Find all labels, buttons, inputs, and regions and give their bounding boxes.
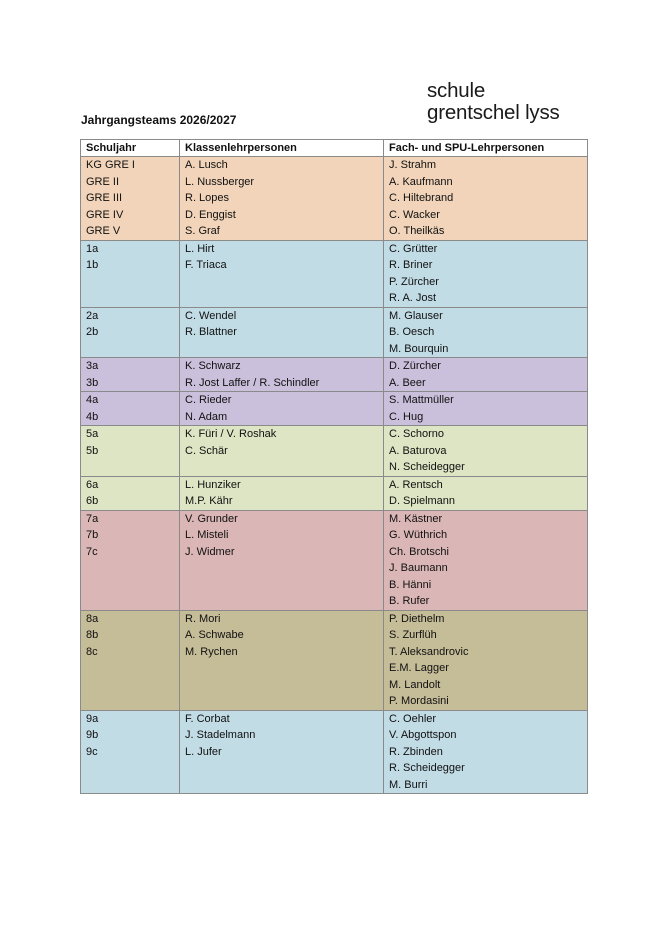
klassenlehrpersonen-cell (180, 426, 384, 477)
cell-entry: G. Wüthrich (389, 529, 448, 541)
cell-entry: N. Scheidegger (389, 461, 465, 473)
klassenlehrpersonen-cell (180, 392, 384, 426)
cell-entry: M. Landolt (389, 678, 441, 691)
cell-entry: K. Schwarz (185, 360, 241, 372)
cell-entry: 8c (86, 645, 98, 658)
cell-entry: A. Beer (389, 376, 426, 389)
cell-entry: J. Stadelmann (185, 729, 256, 741)
cell-entry: 5a (86, 428, 99, 440)
table-row (81, 510, 588, 610)
cell-entry: K. Füri / V. Roshak (185, 428, 277, 440)
cell-entry: A. Baturova (389, 444, 447, 457)
cell-entry: S. Graf (185, 225, 220, 237)
cell-entry: 6b (86, 495, 99, 507)
cell-entry: 3b (86, 376, 99, 389)
table-header-row (81, 140, 588, 157)
cell-entry: 5b (86, 444, 99, 457)
cell-entry: J. Widmer (185, 545, 235, 558)
cell-entry: GRE V (86, 225, 121, 237)
cell-entry: A. Schwabe (185, 629, 244, 641)
cell-entry: M. Glauser (389, 309, 443, 322)
cell-entry: A. Rentsch (389, 478, 443, 491)
table-row (81, 157, 588, 241)
cell-entry: L. Misteli (185, 529, 229, 541)
cell-entry: S. Mattmüller (389, 394, 454, 406)
cell-entry: 9c (86, 745, 98, 758)
fachlehrpersonen-cell (384, 240, 588, 307)
cell-entry: R. Briner (389, 259, 433, 271)
cell-entry: 7b (86, 529, 99, 541)
cell-entry: C. Hug (389, 410, 424, 423)
table-row (81, 610, 588, 710)
fachlehrpersonen-cell (384, 426, 588, 477)
fachlehrpersonen-cell (384, 358, 588, 392)
table-row (81, 710, 588, 794)
teams-table (80, 139, 588, 794)
fachlehrpersonen-cell (384, 710, 588, 794)
logo-line-1: schule (427, 79, 486, 102)
schuljahr-cell (81, 392, 180, 426)
cell-entry: 3a (86, 360, 99, 372)
table-row (81, 426, 588, 477)
schuljahr-cell (81, 476, 180, 510)
cell-entry: J. Strahm (389, 159, 437, 171)
table-row (81, 358, 588, 392)
table-row (81, 392, 588, 426)
klassenlehrpersonen-cell (180, 157, 384, 241)
cell-entry: 1a (86, 242, 99, 255)
cell-entry: C. Wacker (389, 208, 440, 221)
cell-entry: A. Kaufmann (389, 175, 453, 188)
cell-entry: 8b (86, 629, 99, 641)
cell-entry: C. Hiltebrand (389, 192, 454, 204)
cell-entry: 4b (86, 410, 99, 423)
cell-entry: L. Nussberger (185, 175, 255, 188)
cell-entry: J. Baumann (389, 562, 448, 574)
fachlehrpersonen-cell (384, 157, 588, 241)
schuljahr-cell (81, 240, 180, 307)
cell-entry: M. Bourquin (389, 342, 449, 355)
cell-entry: L. Hirt (185, 242, 215, 255)
cell-entry: 2a (86, 309, 99, 322)
fachlehrpersonen-cell (384, 610, 588, 710)
cell-entry: M. Kästner (389, 512, 443, 525)
klassenlehrpersonen-cell (180, 476, 384, 510)
cell-entry: C. Schorno (389, 428, 445, 440)
cell-entry: O. Theilkäs (389, 225, 445, 237)
cell-entry: D. Zürcher (389, 360, 441, 372)
schuljahr-cell (81, 510, 180, 610)
cell-entry: B. Rufer (389, 595, 430, 607)
cell-entry: S. Zurflüh (389, 629, 437, 641)
cell-entry: L. Hunziker (185, 478, 241, 491)
header-schuljahr: Schuljahr (81, 140, 180, 157)
cell-entry: P. Diethelm (389, 612, 445, 625)
cell-entry: F. Triaca (185, 259, 227, 271)
cell-entry: Ch. Brotschi (389, 545, 449, 558)
cell-entry: R. Jost Laffer / R. Schindler (185, 376, 320, 389)
cell-entry: T. Aleksandrovic (389, 645, 469, 658)
cell-entry: 6a (86, 478, 99, 491)
page-title: Jahrgangsteams 2026/2027 (81, 113, 237, 127)
schuljahr-cell (81, 610, 180, 710)
table-row (81, 240, 588, 307)
table-body (81, 157, 588, 794)
logo-line-2: grentschel lyss (427, 101, 560, 124)
cell-entry: V. Grunder (185, 512, 238, 525)
cell-entry: D. Enggist (185, 208, 236, 221)
schuljahr-cell (81, 157, 180, 241)
fachlehrpersonen-cell (384, 510, 588, 610)
cell-entry: E.M. Lagger (389, 662, 449, 674)
cell-entry: M. Burri (389, 778, 428, 791)
fachlehrpersonen-cell (384, 476, 588, 510)
cell-entry: B. Hänni (389, 578, 432, 591)
cell-entry: R. Mori (185, 612, 221, 625)
cell-entry: R. Lopes (185, 192, 230, 204)
cell-entry: 7c (86, 545, 98, 558)
cell-entry: R. Blattner (185, 326, 237, 338)
cell-entry: P. Zürcher (389, 275, 439, 288)
schuljahr-cell (81, 307, 180, 358)
cell-entry: 9b (86, 729, 99, 741)
cell-entry: C. Grütter (389, 242, 438, 255)
cell-entry: F. Corbat (185, 712, 230, 725)
cell-entry: 1b (86, 259, 99, 271)
cell-entry: A. Lusch (185, 159, 228, 171)
klassenlehrpersonen-cell (180, 307, 384, 358)
table-row (81, 476, 588, 510)
cell-entry: GRE II (86, 175, 120, 188)
cell-entry: 2b (86, 326, 99, 338)
cell-entry: C. Wendel (185, 309, 237, 322)
cell-entry: R. Zbinden (389, 745, 443, 758)
klassenlehrpersonen-cell (180, 240, 384, 307)
cell-entry: P. Mordasini (389, 695, 449, 707)
cell-entry: C. Rieder (185, 394, 232, 406)
fachlehrpersonen-cell (384, 392, 588, 426)
table-row (81, 307, 588, 358)
cell-entry: M. Rychen (185, 645, 238, 658)
cell-entry: N. Adam (185, 410, 228, 423)
cell-entry: GRE III (86, 192, 123, 204)
cell-entry: C. Oehler (389, 712, 437, 725)
header-klassenlehrpersonen: Klassenlehrpersonen (180, 140, 384, 157)
cell-entry: L. Jufer (185, 745, 222, 758)
klassenlehrpersonen-cell (180, 610, 384, 710)
cell-entry: 8a (86, 612, 99, 625)
cell-entry: M.P. Kähr (185, 495, 233, 507)
cell-entry: C. Schär (185, 444, 228, 457)
schuljahr-cell (81, 426, 180, 477)
cell-entry: 4a (86, 394, 99, 406)
cell-entry: D. Spielmann (389, 495, 456, 507)
schuljahr-cell (81, 358, 180, 392)
klassenlehrpersonen-cell (180, 510, 384, 610)
cell-entry: GRE IV (86, 208, 124, 221)
klassenlehrpersonen-cell (180, 358, 384, 392)
cell-entry: 7a (86, 512, 99, 525)
cell-entry: V. Abgottspon (389, 729, 457, 741)
cell-entry: R. Scheidegger (389, 762, 465, 774)
cell-entry: B. Oesch (389, 326, 435, 338)
school-logo (427, 80, 560, 124)
fachlehrpersonen-cell (384, 307, 588, 358)
header-fachlehrpersonen: Fach- und SPU-Lehrpersonen (384, 140, 588, 157)
cell-entry: 9a (86, 712, 99, 725)
cell-entry: R. A. Jost (389, 292, 437, 304)
cell-entry: KG GRE I (86, 159, 135, 171)
schuljahr-cell (81, 710, 180, 794)
klassenlehrpersonen-cell (180, 710, 384, 794)
